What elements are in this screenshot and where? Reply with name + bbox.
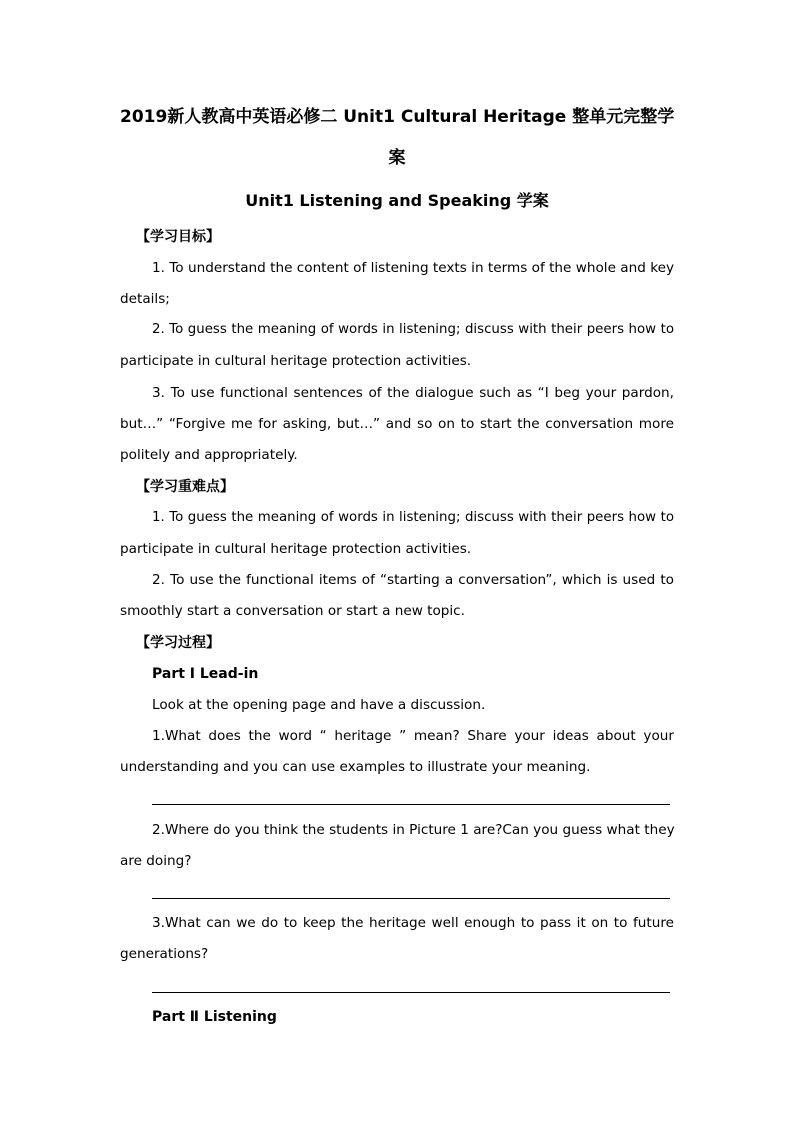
objectives-heading: 【学习目标】 — [136, 229, 220, 245]
answer-line-1[interactable] — [152, 804, 670, 805]
part-2-title: Part Ⅱ Listening — [152, 1009, 277, 1025]
objective-3-line-2: but…” “Forgive me for asking, but…” and so on to start the conversation more — [120, 416, 674, 432]
question-3-line-1: 3.What can we do to keep the heritage well enough to pass it on to future — [152, 915, 674, 931]
objective-3-line-3: politely and appropriately. — [120, 447, 298, 463]
question-1-line-2: understanding and you can use examples to illustrate your meaning. — [120, 759, 591, 775]
question-3-line-2: generations? — [120, 946, 209, 962]
part-1-intro: Look at the opening page and have a discussion. — [152, 697, 486, 713]
key-point-2-line-1: 2. To use the functional items of “starting a conversation”, which is used to — [152, 572, 674, 588]
document-title-line-2: 案 — [388, 148, 406, 168]
part-1-title: Part Ⅰ Lead-in — [152, 666, 259, 682]
key-point-2-line-2: smoothly start a conversation or start a new topic. — [120, 603, 465, 619]
process-heading: 【学习过程】 — [136, 635, 220, 651]
objective-2-line-2: participate in cultural heritage protection activities. — [120, 353, 472, 369]
key-points-heading: 【学习重难点】 — [136, 479, 234, 495]
objective-2-line-1: 2. To guess the meaning of words in listening; discuss with their peers how to — [152, 322, 674, 337]
objective-1-line-1: 1. To understand the content of listening texts in terms of the whole and key — [152, 260, 674, 276]
document-title-line-1: 2019新人教高中英语必修二 Unit1 Cultural Heritage 整单元完整学 — [120, 107, 675, 127]
objective-3-line-1: 3. To use functional sentences of the dialogue such as “I beg your pardon, — [152, 385, 674, 401]
objective-1-line-2: details; — [120, 291, 170, 307]
question-2-line-2: are doing? — [120, 853, 192, 869]
question-2-line-1: 2.Where do you think the students in Picture 1 are?Can you guess what they — [152, 822, 675, 838]
key-point-1-line-1: 1. To guess the meaning of words in listening; discuss with their peers how to — [152, 510, 674, 525]
document-subtitle: Unit1 Listening and Speaking 学案 — [245, 191, 549, 210]
answer-line-3[interactable] — [152, 992, 670, 993]
answer-line-2[interactable] — [152, 898, 670, 899]
question-1-line-1: 1.What does the word “ heritage ” mean? Share your ideas about your — [152, 728, 674, 744]
key-point-1-line-2: participate in cultural heritage protection activities. — [120, 541, 472, 557]
